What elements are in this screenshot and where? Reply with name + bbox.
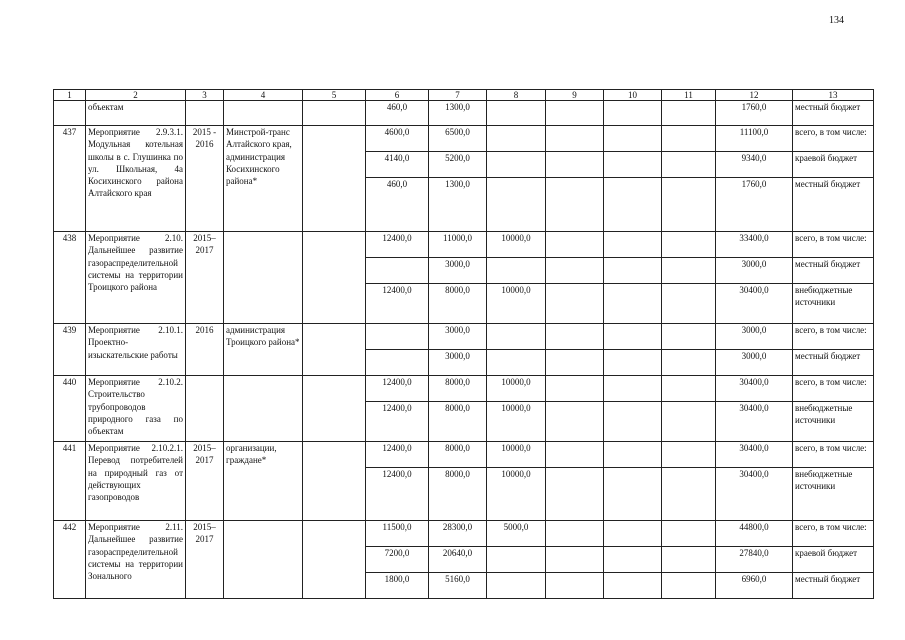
value-cell: 1300,0 <box>429 101 487 126</box>
value-cell <box>546 152 604 178</box>
value-cell: 12400,0 <box>366 442 429 468</box>
funding-source-cell: местный бюджет <box>793 101 874 126</box>
value-cell <box>604 126 662 152</box>
funding-source-cell: краевой бюджет <box>793 547 874 573</box>
measure-name-cell: объектам <box>86 101 186 126</box>
total-cell: 30400,0 <box>716 376 793 402</box>
value-cell <box>546 101 604 126</box>
total-cell: 44800,0 <box>716 521 793 547</box>
value-cell <box>546 258 604 284</box>
value-cell <box>546 350 604 376</box>
value-cell <box>662 521 716 547</box>
value-cell <box>662 324 716 350</box>
value-cell <box>487 101 546 126</box>
value-cell <box>662 468 716 521</box>
value-cell <box>662 284 716 324</box>
measure-name-cell: Мероприятие 2.10.2.1. Перевод потребителей на природный газ от действующих газопроводов <box>86 442 186 521</box>
value-cell <box>546 126 604 152</box>
value-cell <box>604 573 662 599</box>
value-cell <box>604 350 662 376</box>
table-row <box>54 324 874 350</box>
value-cell <box>662 152 716 178</box>
measure-name-cell: Мероприятие 2.10.1. Проектно-изыскательские работы <box>86 324 186 376</box>
measure-name-cell: Мероприятие 2.11. Дальнейшее развитие газораспределительной системы на территории Зонального <box>86 521 186 599</box>
row-number-cell <box>54 101 86 126</box>
value-cell: 10000,0 <box>487 402 546 442</box>
value-cell <box>546 442 604 468</box>
value-cell <box>604 324 662 350</box>
value-cell <box>303 521 366 599</box>
value-cell <box>546 468 604 521</box>
value-cell <box>662 126 716 152</box>
value-cell <box>604 521 662 547</box>
value-cell <box>303 324 366 376</box>
value-cell <box>662 350 716 376</box>
funding-source-cell: всего, в том числе: <box>793 376 874 402</box>
value-cell: 8000,0 <box>429 376 487 402</box>
value-cell <box>487 126 546 152</box>
value-cell <box>662 376 716 402</box>
total-cell: 9340,0 <box>716 152 793 178</box>
total-cell: 3000,0 <box>716 324 793 350</box>
column-header: 4 <box>224 90 303 101</box>
value-cell <box>604 232 662 258</box>
years-cell: 2015 - 2016 <box>186 126 224 232</box>
budget-table <box>53 89 874 599</box>
column-header: 5 <box>303 90 366 101</box>
value-cell <box>366 258 429 284</box>
column-header: 2 <box>86 90 186 101</box>
total-cell: 3000,0 <box>716 350 793 376</box>
row-number-cell: 438 <box>54 232 86 324</box>
funding-source-cell: всего, в том числе: <box>793 442 874 468</box>
value-cell <box>546 324 604 350</box>
value-cell <box>662 547 716 573</box>
years-cell <box>186 101 224 126</box>
column-header: 3 <box>186 90 224 101</box>
row-number-cell: 442 <box>54 521 86 599</box>
value-cell <box>546 376 604 402</box>
value-cell <box>604 101 662 126</box>
row-number-cell: 440 <box>54 376 86 442</box>
executor-cell: Минстрой-транс Алтайского края, администрация Косихинского района* <box>224 126 303 232</box>
value-cell: 8000,0 <box>429 468 487 521</box>
value-cell: 3000,0 <box>429 350 487 376</box>
value-cell: 3000,0 <box>429 258 487 284</box>
value-cell: 5000,0 <box>487 521 546 547</box>
years-cell: 2015– 2017 <box>186 442 224 521</box>
value-cell <box>487 152 546 178</box>
total-cell: 1760,0 <box>716 178 793 232</box>
value-cell <box>546 284 604 324</box>
table-row <box>54 521 874 547</box>
value-cell <box>604 178 662 232</box>
funding-source-cell: всего, в том числе: <box>793 126 874 152</box>
executor-cell <box>224 376 303 442</box>
column-header: 12 <box>716 90 793 101</box>
value-cell <box>604 402 662 442</box>
executor-cell: администрация Троицкого района* <box>224 324 303 376</box>
row-number-cell: 441 <box>54 442 86 521</box>
value-cell <box>487 350 546 376</box>
value-cell <box>604 547 662 573</box>
value-cell: 12400,0 <box>366 284 429 324</box>
value-cell: 6500,0 <box>429 126 487 152</box>
funding-source-cell: внебюджетные источники <box>793 402 874 442</box>
value-cell <box>366 324 429 350</box>
value-cell <box>662 101 716 126</box>
total-cell: 6960,0 <box>716 573 793 599</box>
value-cell <box>303 126 366 232</box>
column-header: 7 <box>429 90 487 101</box>
value-cell: 11500,0 <box>366 521 429 547</box>
value-cell <box>546 573 604 599</box>
table-row <box>54 376 874 402</box>
funding-source-cell: местный бюджет <box>793 178 874 232</box>
table-row <box>54 101 874 126</box>
value-cell: 5160,0 <box>429 573 487 599</box>
value-cell: 4600,0 <box>366 126 429 152</box>
funding-source-cell: краевой бюджет <box>793 152 874 178</box>
total-cell: 27840,0 <box>716 547 793 573</box>
value-cell: 20640,0 <box>429 547 487 573</box>
column-header: 10 <box>604 90 662 101</box>
value-cell <box>662 258 716 284</box>
value-cell <box>604 152 662 178</box>
value-cell <box>487 324 546 350</box>
table-row <box>54 442 874 468</box>
measure-name-cell: Мероприятие 2.10. Дальнейшее развитие газораспределительной системы на территории Троицкого района <box>86 232 186 324</box>
total-cell: 30400,0 <box>716 468 793 521</box>
value-cell: 8000,0 <box>429 402 487 442</box>
value-cell: 5200,0 <box>429 152 487 178</box>
value-cell <box>662 402 716 442</box>
value-cell <box>487 547 546 573</box>
table-row <box>54 126 874 152</box>
funding-source-cell: местный бюджет <box>793 573 874 599</box>
column-header: 9 <box>546 90 604 101</box>
value-cell: 4140,0 <box>366 152 429 178</box>
value-cell <box>487 178 546 232</box>
value-cell <box>546 521 604 547</box>
years-cell: 2015– 2017 <box>186 232 224 324</box>
value-cell: 460,0 <box>366 101 429 126</box>
total-cell: 33400,0 <box>716 232 793 258</box>
funding-source-cell: местный бюджет <box>793 258 874 284</box>
row-number-cell: 439 <box>54 324 86 376</box>
value-cell <box>662 442 716 468</box>
executor-cell: организации, граждане* <box>224 442 303 521</box>
funding-source-cell: внебюджетные источники <box>793 284 874 324</box>
funding-source-cell: местный бюджет <box>793 350 874 376</box>
measure-name-cell: Мероприятие 2.9.3.1. Модульная котельная школы в с. Глушинка по ул. Школьная, 4а Косихинского района Алтайского края <box>86 126 186 232</box>
value-cell: 1800,0 <box>366 573 429 599</box>
funding-source-cell: всего, в том числе: <box>793 521 874 547</box>
total-cell: 30400,0 <box>716 284 793 324</box>
value-cell: 10000,0 <box>487 468 546 521</box>
executor-cell <box>224 101 303 126</box>
value-cell <box>546 547 604 573</box>
funding-source-cell: всего, в том числе: <box>793 324 874 350</box>
years-cell: 2016 <box>186 324 224 376</box>
value-cell <box>303 232 366 324</box>
total-cell: 30400,0 <box>716 442 793 468</box>
header-row <box>54 90 874 101</box>
value-cell: 8000,0 <box>429 442 487 468</box>
funding-source-cell: всего, в том числе: <box>793 232 874 258</box>
value-cell <box>546 402 604 442</box>
value-cell: 10000,0 <box>487 232 546 258</box>
executor-cell <box>224 521 303 599</box>
column-header: 1 <box>54 90 86 101</box>
years-cell <box>186 376 224 442</box>
value-cell <box>604 468 662 521</box>
value-cell: 28300,0 <box>429 521 487 547</box>
value-cell <box>487 258 546 284</box>
column-header: 8 <box>487 90 546 101</box>
value-cell: 7200,0 <box>366 547 429 573</box>
row-number-cell: 437 <box>54 126 86 232</box>
total-cell: 3000,0 <box>716 258 793 284</box>
table-row <box>54 232 874 258</box>
value-cell <box>546 178 604 232</box>
value-cell: 12400,0 <box>366 402 429 442</box>
value-cell: 10000,0 <box>487 284 546 324</box>
funding-source-cell: внебюджетные источники <box>793 468 874 521</box>
value-cell: 12400,0 <box>366 468 429 521</box>
executor-cell <box>224 232 303 324</box>
value-cell <box>487 573 546 599</box>
measure-name-cell: Мероприятие 2.10.2. Строительство трубопроводов природного газа по объектам <box>86 376 186 442</box>
value-cell: 1300,0 <box>429 178 487 232</box>
value-cell: 3000,0 <box>429 324 487 350</box>
value-cell: 8000,0 <box>429 284 487 324</box>
value-cell <box>366 350 429 376</box>
value-cell <box>546 232 604 258</box>
value-cell: 10000,0 <box>487 376 546 402</box>
value-cell: 12400,0 <box>366 232 429 258</box>
value-cell <box>662 178 716 232</box>
page-number: 134 <box>829 15 844 26</box>
value-cell: 11000,0 <box>429 232 487 258</box>
value-cell <box>303 101 366 126</box>
total-cell: 30400,0 <box>716 402 793 442</box>
value-cell <box>662 232 716 258</box>
value-cell <box>303 376 366 442</box>
value-cell <box>662 573 716 599</box>
value-cell: 12400,0 <box>366 376 429 402</box>
column-header: 6 <box>366 90 429 101</box>
column-header: 13 <box>793 90 874 101</box>
total-cell: 11100,0 <box>716 126 793 152</box>
value-cell <box>604 258 662 284</box>
total-cell: 1760,0 <box>716 101 793 126</box>
value-cell: 460,0 <box>366 178 429 232</box>
years-cell: 2015– 2017 <box>186 521 224 599</box>
value-cell <box>604 376 662 402</box>
column-header: 11 <box>662 90 716 101</box>
value-cell <box>303 442 366 521</box>
value-cell <box>604 284 662 324</box>
value-cell <box>604 442 662 468</box>
value-cell: 10000,0 <box>487 442 546 468</box>
